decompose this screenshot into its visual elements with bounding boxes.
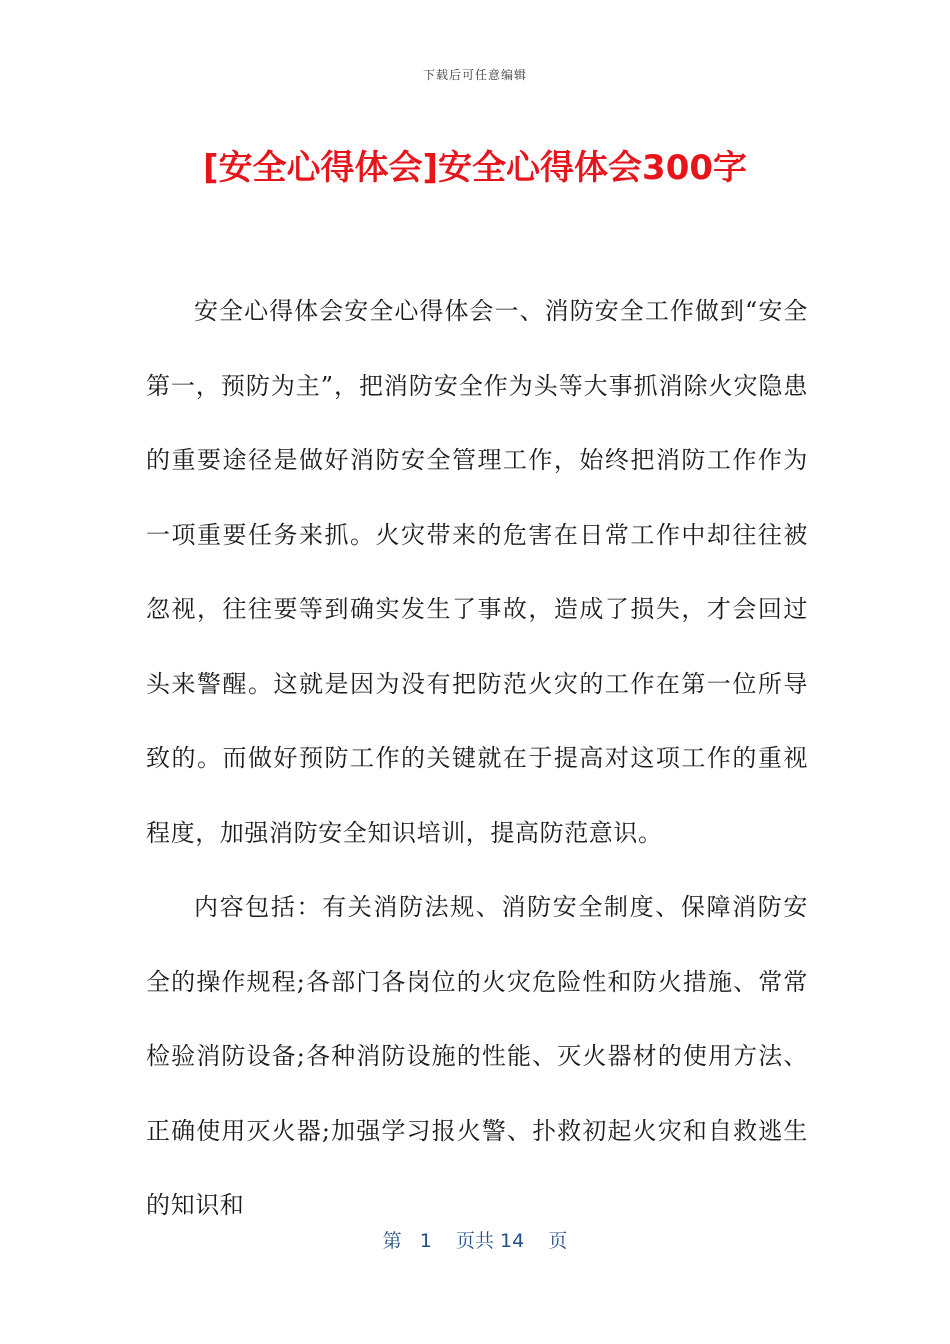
footer-page-middle: 页共 bbox=[455, 1230, 494, 1252]
paragraph-1: 安全心得体会安全心得体会一、消防安全工作做到“安全第一，预防为主”，把消防安全作为头等大事抓消除火灾隐患的重要途径是做好消防安全管理工作，始终把消防工作作为一项重要任务来抓。火灾带来的危害在日常工作中却往往被忽视，往往要等到确实发生了事故，造成了损失，才会回过头来警醒。这就是因为没有把防范火灾的工作在第一位所导致的。而做好预防工作的关键就在于提高对这项工作的重视程度，加强消防安全知识培训，提高防范意识。 bbox=[146, 297, 808, 847]
document-title: [安全心得体会]安全心得体会300字 bbox=[202, 148, 748, 188]
footer-page-suffix: 页 bbox=[548, 1230, 568, 1252]
document-body bbox=[146, 274, 808, 1243]
footer-total-pages: 14 bbox=[500, 1230, 525, 1252]
footer-page-prefix: 第 bbox=[382, 1230, 402, 1252]
header-note: 下载后可任意编辑 bbox=[422, 68, 527, 82]
paragraph-2: 内容包括：有关消防法规、消防安全制度、保障消防安全的操作规程;各部门各岗位的火灾危险性和防火措施、常常检验消防设备;各种消防设施的性能、灭火器材的使用方法、正确使用灭火器;加强学习报火警、扑救初起火灾和自救逃生的知识和 bbox=[146, 893, 808, 1219]
page-footer bbox=[0, 1226, 950, 1253]
footer-current-page: 1 bbox=[419, 1230, 432, 1252]
